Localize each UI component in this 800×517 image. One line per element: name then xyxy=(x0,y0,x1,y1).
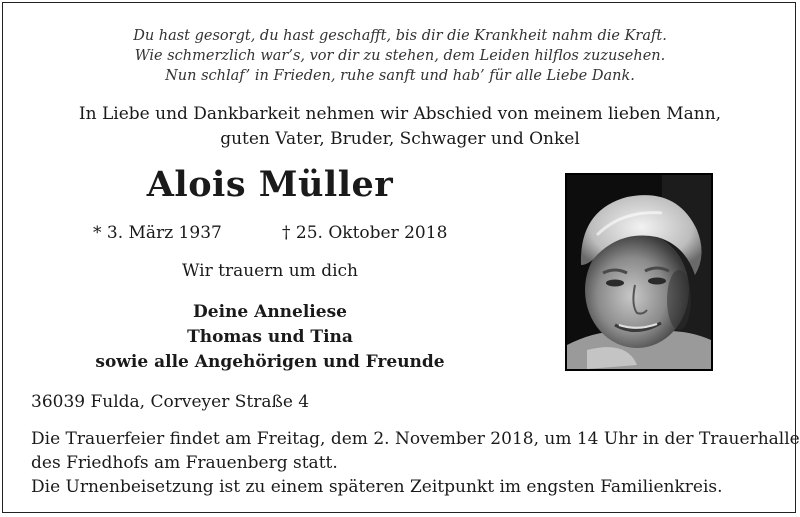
family-line-3: sowie alle Angehörigen und Freunde xyxy=(95,352,445,372)
poem-line-2: Wie schmerzlich war’s, vor dir zu stehen, dem Leiden hilflos zuzusehen. xyxy=(134,48,666,64)
poem-line-1: Du hast gesorgt, du hast geschafft, bis dir die Krankheit nahm die Kraft. xyxy=(133,28,667,44)
family-signature xyxy=(50,300,490,375)
intro-line-1: In Liebe und Dankbarkeit nehmen wir Abschied von meinem lieben Mann, xyxy=(78,104,722,124)
family-line-1: Deine Anneliese xyxy=(193,302,347,322)
family-line-2: Thomas und Tina xyxy=(187,327,353,347)
portrait-image xyxy=(567,175,711,369)
notice-line-2: des Friedhofs am Frauenberg statt. xyxy=(31,453,338,473)
mourning-line: Wir trauern um dich xyxy=(182,261,358,281)
intro-line-2: guten Vater, Bruder, Schwager und Onkel xyxy=(220,129,580,149)
address: 36039 Fulda, Corveyer Straße 4 xyxy=(31,392,310,412)
death-date: † 25. Oktober 2018 xyxy=(282,223,448,243)
poem-verse xyxy=(0,26,800,86)
farewell-intro xyxy=(0,102,800,152)
portrait-photo xyxy=(565,173,713,371)
poem-line-3: Nun schlaf’ in Frieden, ruhe sanft und hab’ für alle Liebe Dank. xyxy=(165,68,635,84)
funeral-notice xyxy=(31,427,800,499)
deceased-name: Alois Müller xyxy=(146,164,394,205)
notice-line-3: Die Urnenbeisetzung ist zu einem späteren Zeitpunkt im engsten Familienkreis. xyxy=(31,477,723,497)
notice-line-1: Die Trauerfeier findet am Freitag, dem 2. November 2018, um 14 Uhr in der Trauerhalle xyxy=(31,429,800,449)
birth-date: * 3. März 1937 xyxy=(93,223,222,243)
